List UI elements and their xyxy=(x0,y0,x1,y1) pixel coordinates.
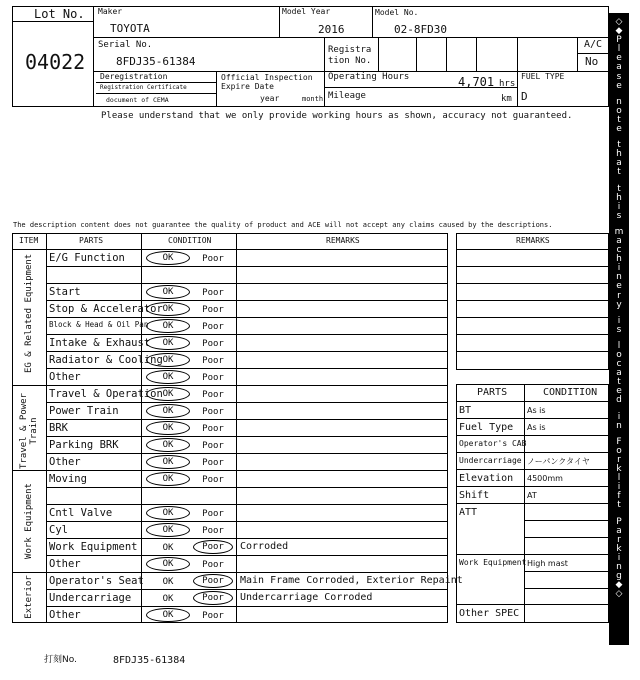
remark-line xyxy=(456,266,609,267)
poor-mark: Poor xyxy=(202,339,224,349)
stamp-label: 打刻No. xyxy=(44,655,77,665)
poor-mark: Poor xyxy=(202,254,224,264)
poor-mark: Poor xyxy=(202,407,224,417)
row-part: Stop & Accelerator xyxy=(49,303,163,315)
operating-hours-value: 4,701 xyxy=(458,75,495,89)
item-header: ITEM xyxy=(19,236,39,245)
ok-mark: OK xyxy=(162,577,174,587)
row-part: Parking BRK xyxy=(49,439,119,451)
row-part: Cntl Valve xyxy=(49,507,113,519)
group-label-travel: Travel & Power Train xyxy=(19,393,39,469)
ok-mark: OK xyxy=(146,557,190,571)
row-remark: Undercarriage Corroded xyxy=(240,592,373,603)
ok-mark: OK xyxy=(146,370,190,384)
poor-mark: Poor xyxy=(202,560,224,570)
ac-value: No xyxy=(585,55,599,68)
deregistration-label: Deregistration xyxy=(100,72,168,81)
spec-label: Operator's CAB xyxy=(459,439,527,448)
row-part: Other xyxy=(49,371,81,383)
poor-mark: Poor xyxy=(202,305,224,315)
spec-label: Undercarriage xyxy=(459,456,522,465)
poor-mark: Poor xyxy=(202,509,224,519)
model-year-label: Model Year xyxy=(282,7,331,16)
poor-mark: Poor xyxy=(193,591,233,605)
spec-condition-header: CONDITION xyxy=(543,387,598,398)
parts-header: PARTS xyxy=(79,236,104,245)
spec-value: As is xyxy=(527,406,546,415)
row-part: Power Train xyxy=(49,405,119,417)
group-label-exterior: Exterior xyxy=(24,575,34,619)
km-unit: km xyxy=(501,94,512,104)
poor-mark: Poor xyxy=(202,288,224,298)
row-part: Cyl xyxy=(49,524,68,536)
remark-line xyxy=(456,351,609,352)
mileage-label: Mileage xyxy=(328,91,366,101)
disclaimer: The description content does not guarantee the quality of product and ACE will not accept any claims caused by the descriptions. xyxy=(13,221,553,229)
model-no-value: 02-8FD30 xyxy=(394,23,447,36)
spec-label: Fuel Type xyxy=(459,422,514,433)
serial-label: Serial No. xyxy=(98,40,153,50)
poor-mark: Poor xyxy=(202,322,224,332)
row-part: Undercarriage xyxy=(49,592,132,604)
ok-mark: OK xyxy=(146,421,190,435)
ok-mark: OK xyxy=(146,336,190,350)
row-remark: Corroded xyxy=(240,541,289,552)
spec-label: Shift xyxy=(459,490,490,501)
hours-notice: Please understand that we only provide working hours as shown, accuracy not guaranteed. xyxy=(101,111,573,121)
ok-mark: OK xyxy=(146,387,190,401)
ok-mark: OK xyxy=(146,319,190,333)
row-part: Travel & Operation xyxy=(49,388,163,400)
poor-mark: Poor xyxy=(202,458,224,468)
ok-mark: OK xyxy=(146,455,190,469)
ok-mark: OK xyxy=(146,251,190,265)
spec-label: Elevation xyxy=(459,473,514,484)
row-part: Block & Head & Oil Pan xyxy=(49,320,149,329)
right-remarks-header: REMARKS xyxy=(516,236,550,245)
ok-mark: OK xyxy=(146,285,190,299)
operating-hours-label: Operating Hours xyxy=(328,72,410,82)
inspection-label: Official Inspection Expire Date xyxy=(221,73,313,91)
poor-mark: Poor xyxy=(202,424,224,434)
registration-label: Registration No. xyxy=(328,45,372,66)
remark-line xyxy=(456,300,609,301)
ok-mark: OK xyxy=(146,608,190,622)
spec-value: AT xyxy=(527,491,537,500)
spec-value: As is xyxy=(527,423,546,432)
fuel-type-label: FUEL TYPE xyxy=(521,72,565,81)
spec-label: ATT xyxy=(459,507,478,518)
poor-mark: Poor xyxy=(202,390,224,400)
poor-mark: Poor xyxy=(202,373,224,383)
row-part: Intake & Exhaust xyxy=(49,337,151,349)
poor-mark: Poor xyxy=(202,611,224,621)
remarks-header: REMARKS xyxy=(326,236,360,245)
spec-label: Work Equipment xyxy=(459,558,527,567)
maker-label: Maker xyxy=(98,7,123,16)
sidebar-text: ◇ ◆ P l e a s e n o t e t h a t t h i s m a c h i n e r y i s l o c a t e d i n F o r k l i f t P a r k i n g ◆ ◇ xyxy=(614,17,624,600)
poor-mark: Poor xyxy=(202,441,224,451)
group-label-work: Work Equipment xyxy=(24,483,34,559)
ok-mark: OK xyxy=(146,472,190,486)
row-part: E/G Function xyxy=(49,252,125,264)
year-word: year xyxy=(260,94,280,103)
registration-certificate-label: Registration Certificate xyxy=(100,84,187,91)
ok-mark: OK xyxy=(146,523,190,537)
spec-label: BT xyxy=(459,405,472,416)
poor-mark: Poor xyxy=(193,574,233,588)
row-part: Moving xyxy=(49,473,87,485)
ok-mark: OK xyxy=(146,353,190,367)
hours-unit: hrs xyxy=(499,79,516,89)
model-no-label: Model No. xyxy=(375,8,419,17)
row-part: Start xyxy=(49,286,81,298)
remark-line xyxy=(456,283,609,284)
location-notice-sidebar xyxy=(609,13,629,645)
poor-mark: Poor xyxy=(202,356,224,366)
lot-label: Lot No. xyxy=(34,7,85,21)
ok-mark: OK xyxy=(146,404,190,418)
ok-mark: OK xyxy=(162,543,174,553)
remark-line xyxy=(456,317,609,318)
month-word: month xyxy=(302,95,324,103)
lot-number: 04022 xyxy=(25,50,86,74)
poor-mark: Poor xyxy=(202,475,224,485)
condition-header: CONDITION xyxy=(168,236,212,245)
stamp-value: 8FDJ35-61384 xyxy=(113,655,186,666)
row-part: Radiator & Cooling xyxy=(49,354,163,366)
ok-mark: OK xyxy=(162,594,174,604)
spec-value: 4500mm xyxy=(527,474,563,483)
spec-label: Other SPEC xyxy=(459,608,520,619)
row-part: Operator's Seat xyxy=(49,575,144,587)
fuel-type-value: D xyxy=(521,90,528,103)
spec-parts-header: PARTS xyxy=(477,387,508,398)
poor-mark: Poor xyxy=(202,526,224,536)
spec-value: ノーパンクタイヤ xyxy=(527,457,590,466)
row-part: BRK xyxy=(49,422,68,434)
ok-mark: OK xyxy=(146,302,190,316)
poor-mark: Poor xyxy=(193,540,233,554)
spec-value: High mast xyxy=(527,559,568,568)
row-part: Other xyxy=(49,456,81,468)
remark-line xyxy=(456,249,609,250)
row-part: Work Equipment xyxy=(49,541,138,553)
maker-value: TOYOTA xyxy=(110,22,150,35)
model-year-value: 2016 xyxy=(318,23,345,36)
row-remark: Main Frame Corroded, Exterior Repaint xyxy=(240,575,463,586)
ok-mark: OK xyxy=(146,438,190,452)
ok-mark: OK xyxy=(146,506,190,520)
remark-line xyxy=(456,334,609,335)
cema-label: document of CEMA xyxy=(106,96,169,104)
serial-value: 8FDJ35-61384 xyxy=(116,55,196,68)
group-label-eg: EG & Related Equipment xyxy=(24,253,34,373)
row-part: Other xyxy=(49,609,81,621)
row-part: Other xyxy=(49,558,81,570)
ac-label: A/C xyxy=(584,39,603,50)
